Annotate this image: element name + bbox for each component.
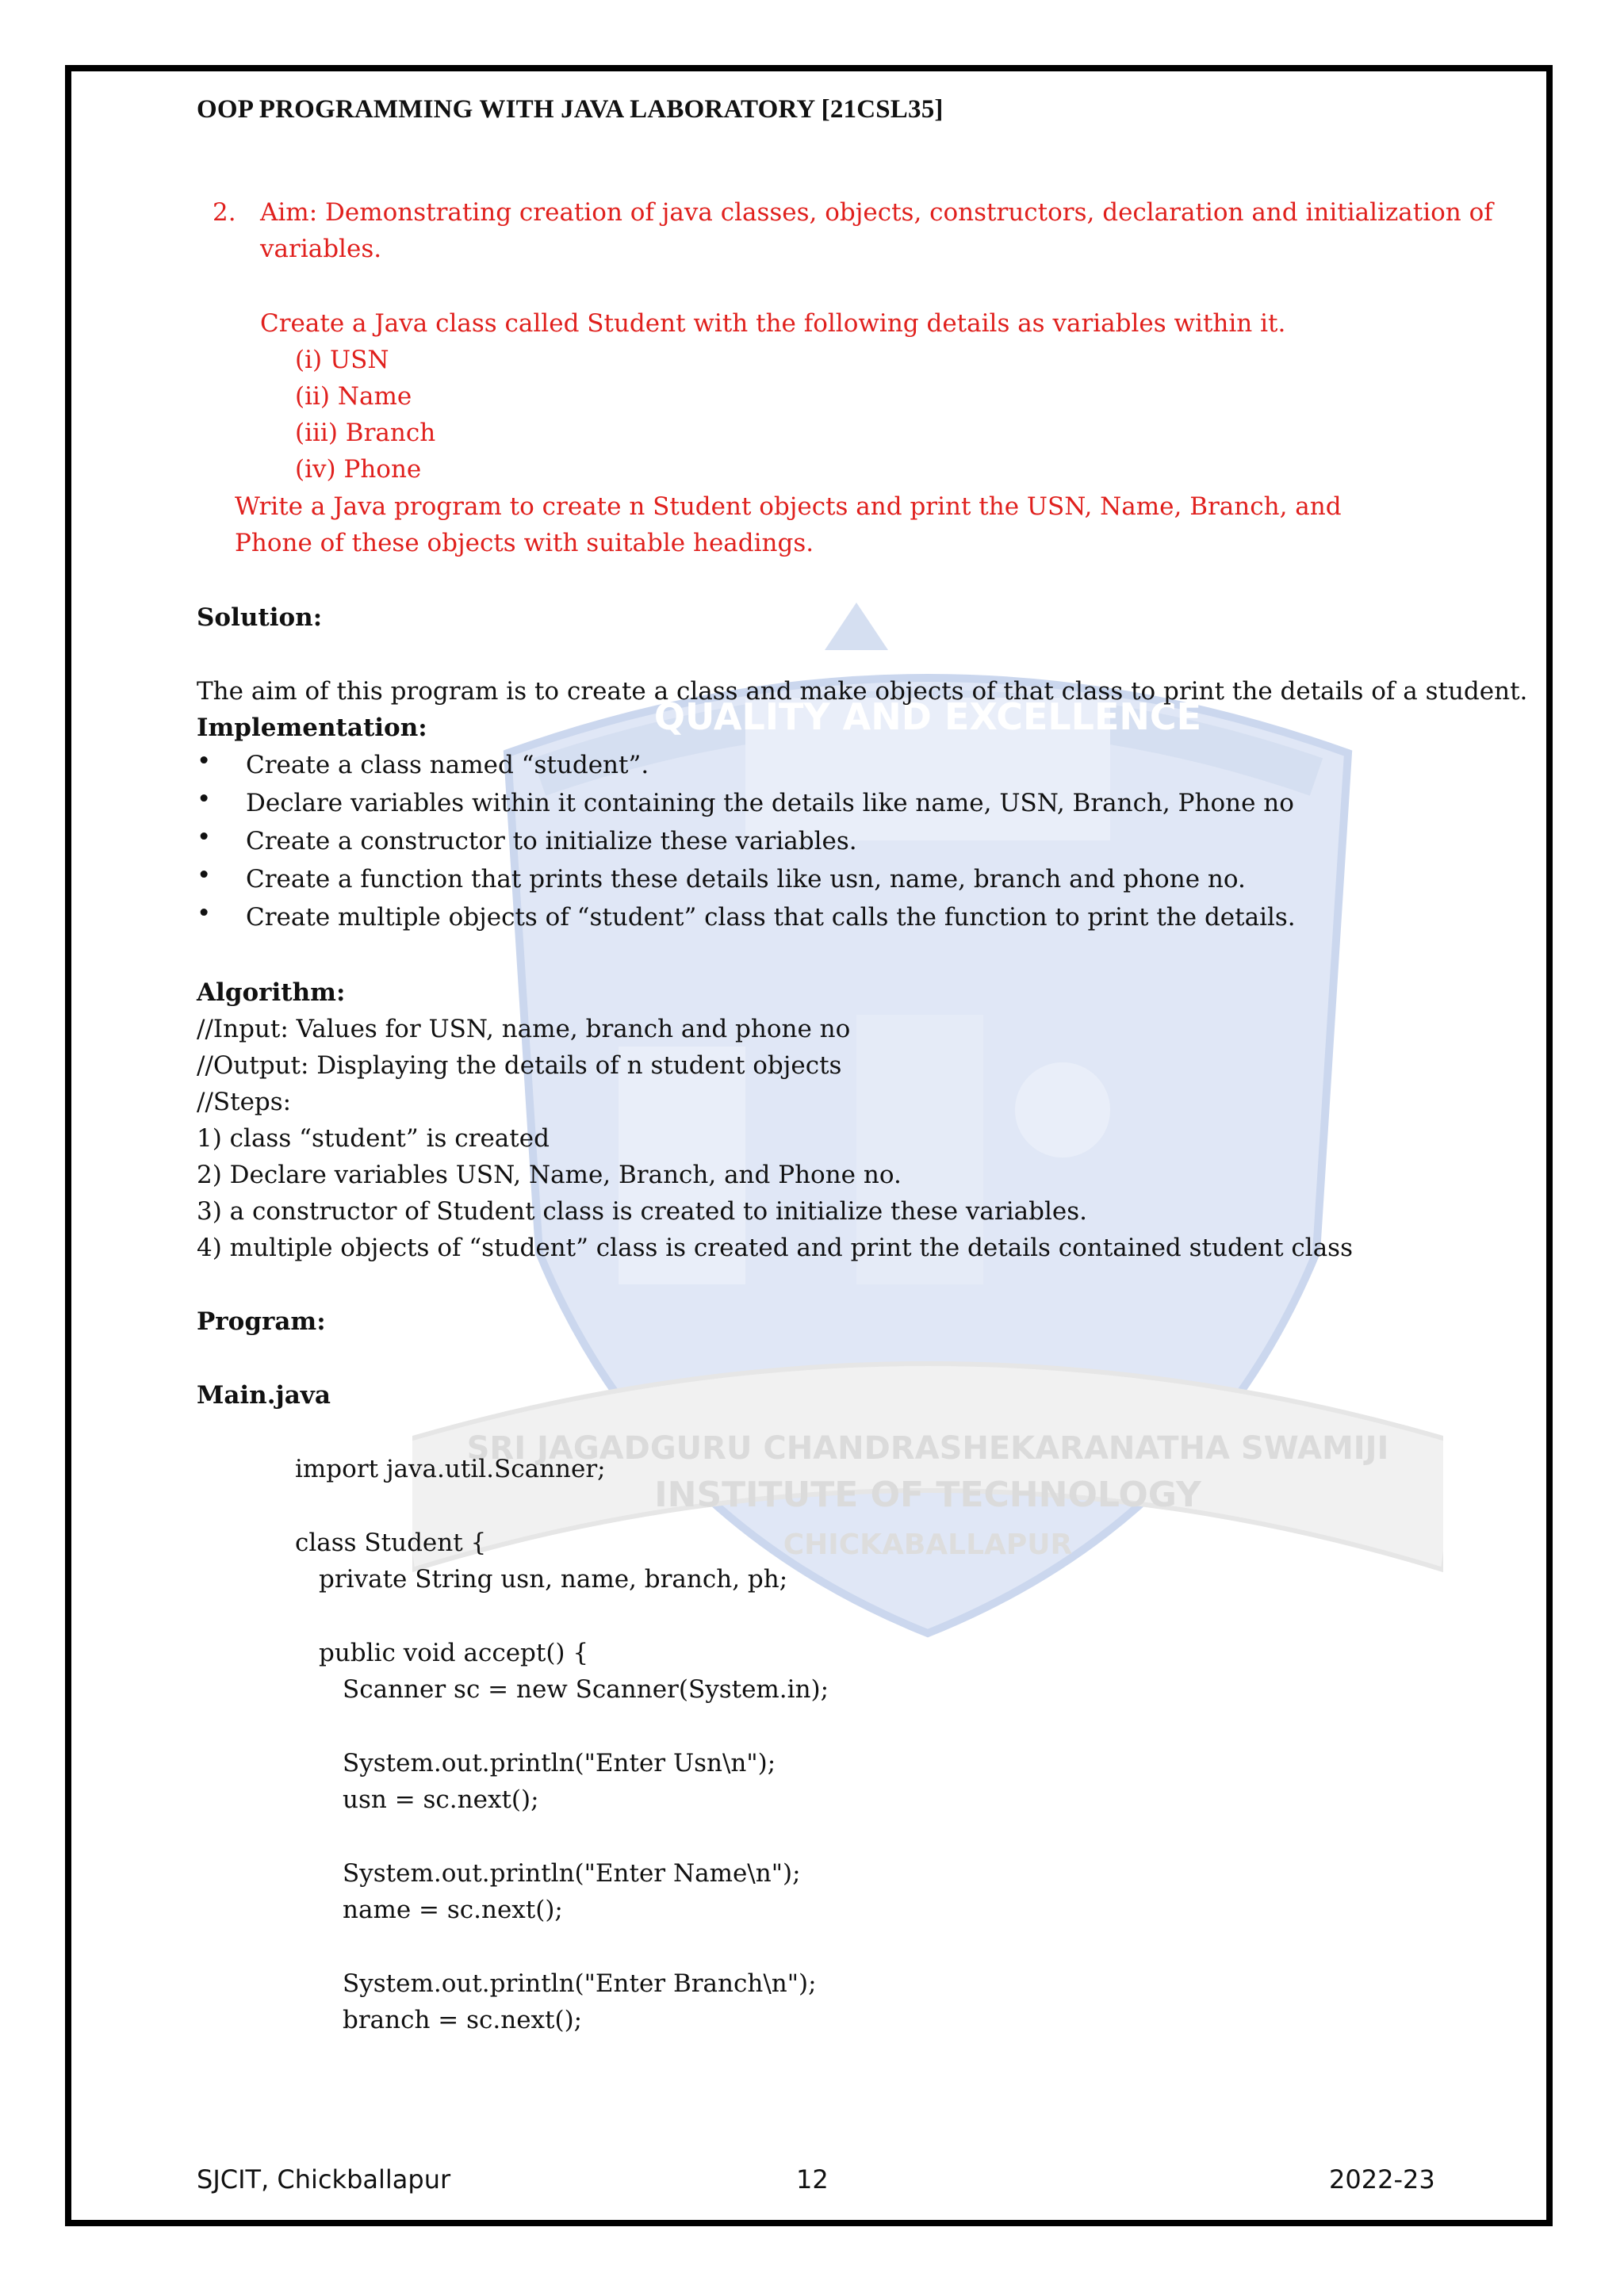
code-line: System.out.println("Enter Usn\n");	[343, 1749, 776, 1777]
solution-description: The aim of this program is to create a class and make objects of that class to print the details of a student.	[197, 677, 1528, 706]
bullet-icon: •	[197, 823, 212, 851]
watermark-band-text: SRI JAGADGURU CHANDRASHEKARANATHA SWAMIJI	[466, 1430, 1389, 1467]
program-filename: Main.java	[197, 1381, 331, 1410]
list-item-text: Create a constructor to initialize these variables.	[246, 827, 857, 855]
watermark-city-text: CHICKABALLAPUR	[783, 1529, 1073, 1561]
aim-line-1: Aim: Demonstrating creation of java classes, objects, constructors, declaration and initialization of	[260, 198, 1493, 227]
code-line: private String usn, name, branch, ph;	[319, 1565, 788, 1594]
algorithm-line: 3) a constructor of Student class is created to initialize these variables.	[197, 1197, 1087, 1226]
code-line: import java.util.Scanner;	[295, 1455, 606, 1483]
list-item-text: Create a class named “student”.	[246, 751, 649, 779]
watermark-top-text: QUALITY AND EXCELLENCE	[653, 695, 1202, 738]
code-line: Scanner sc = new Scanner(System.in);	[343, 1675, 829, 1704]
task-line-2: Phone of these objects with suitable headings.	[235, 529, 814, 557]
algorithm-line: //Output: Displaying the details of n student objects	[197, 1051, 842, 1080]
field-branch: (iii) Branch	[295, 419, 436, 447]
footer-page-number: 12	[796, 2164, 829, 2195]
aim-line-2: variables.	[260, 235, 382, 263]
program-heading: Program:	[197, 1307, 326, 1336]
algorithm-line: 1) class “student” is created	[197, 1124, 550, 1153]
field-name: (ii) Name	[295, 382, 412, 411]
algorithm-heading: Algorithm:	[197, 978, 346, 1007]
field-phone: (iv) Phone	[295, 455, 422, 484]
aim-number: 2.	[213, 198, 236, 227]
watermark-institute-text: INSTITUTE OF TECHNOLOGY	[654, 1475, 1201, 1515]
footer-academic-year: 2022-23	[1329, 2164, 1435, 2195]
code-line: public void accept() {	[319, 1639, 589, 1667]
task-line-1: Write a Java program to create n Student objects and print the USN, Name, Branch, and	[235, 492, 1342, 521]
algorithm-line: 2) Declare variables USN, Name, Branch, and Phone no.	[197, 1161, 902, 1189]
code-line: usn = sc.next();	[343, 1785, 539, 1814]
bullet-icon: •	[197, 861, 212, 890]
algorithm-line: 4) multiple objects of “student” class is created and print the details contained student class	[197, 1234, 1353, 1262]
footer-institution: SJCIT, Chickballapur	[197, 2164, 451, 2195]
bullet-icon: •	[197, 899, 212, 928]
list-item-text: Declare variables within it containing the details like name, USN, Branch, Phone no	[246, 789, 1294, 817]
algorithm-line: //Steps:	[197, 1088, 292, 1116]
solution-heading: Solution:	[197, 603, 323, 632]
code-line: name = sc.next();	[343, 1896, 563, 1924]
page-header: OOP PROGRAMMING WITH JAVA LABORATORY [21CSL35]	[197, 95, 944, 124]
bullet-icon: •	[197, 747, 212, 775]
institute-logo-watermark	[412, 571, 1443, 1665]
field-usn: (i) USN	[295, 346, 389, 374]
code-line: System.out.println("Enter Name\n");	[343, 1859, 801, 1888]
code-line: branch = sc.next();	[343, 2006, 583, 2034]
implementation-heading: Implementation:	[197, 714, 427, 742]
task-intro: Create a Java class called Student with the following details as variables within it.	[260, 309, 1286, 338]
code-line: class Student {	[295, 1529, 487, 1557]
code-line: System.out.println("Enter Branch\n");	[343, 1969, 817, 1998]
list-item-text: Create multiple objects of “student” class that calls the function to print the details.	[246, 903, 1296, 932]
bullet-icon: •	[197, 785, 212, 813]
list-item-text: Create a function that prints these details like usn, name, branch and phone no.	[246, 865, 1246, 894]
algorithm-line: //Input: Values for USN, name, branch and phone no	[197, 1015, 851, 1043]
